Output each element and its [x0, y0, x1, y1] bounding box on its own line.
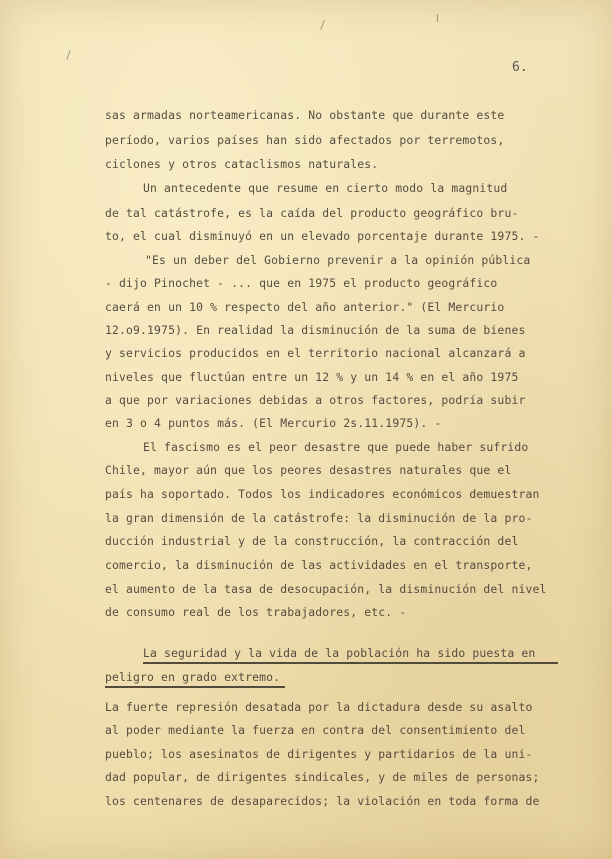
text-line: país ha soportado. Todos los indicadores económicos demuestran — [105, 487, 540, 501]
text-line: caerá en un 10 % respecto del año anterior." (El Mercurio — [105, 300, 505, 314]
paper-mark — [66, 50, 70, 60]
text-line: La fuerte represión desatada por la dictadura desde su asalto — [105, 700, 533, 714]
text-line: la gran dimensión de la catástrofe: la disminución de la pro- — [105, 511, 533, 525]
text-line: Un antecedente que resume en cierto modo la magnitud — [143, 181, 508, 195]
text-line: de tal catástrofe, es la caída del producto geográfico bru- — [105, 206, 519, 220]
text-line: de consumo real de los trabajadores, etc. - — [105, 605, 407, 619]
heading-underline — [105, 686, 285, 688]
text-line: - dijo Pinochet - ... que en 1975 el producto geográfico — [105, 276, 498, 290]
text-line: los centenares de desaparecidos; la violación en toda forma de — [105, 794, 540, 808]
text-line: ciclones y otros cataclismos naturales. — [105, 157, 379, 171]
paper-mark — [437, 14, 438, 22]
text-line: y servicios producidos en el territorio nacional alcanzará a — [105, 346, 526, 360]
text-line: to, el cual disminuyó en un elevado porcentaje durante 1975. - — [105, 229, 540, 243]
text-line: 12.o9.1975). En realidad la disminución de la suma de bienes — [105, 323, 526, 337]
paper-mark — [320, 20, 324, 30]
text-line: Chile, mayor aún que los peores desastres naturales que el — [105, 463, 512, 477]
text-line: el aumento de la tasa de desocupación, la disminución del nivel — [105, 582, 547, 596]
text-line: ducción industrial y de la construcción, la contracción del — [105, 534, 519, 548]
text-line: comercio, la disminución de las actividades en el transporte, — [105, 558, 533, 572]
text-line: El fascismo es el peor desastre que puede haber sufrido — [143, 440, 529, 454]
text-line: sas armadas norteamericanas. No obstante que durante este — [105, 108, 505, 122]
section-heading: peligro en grado extremo. — [105, 670, 281, 684]
text-line: dad popular, de dirigentes sindicales, y de miles de personas; — [105, 770, 540, 784]
text-line: pueblo; los asesinatos de dirigentes y partidarios de la uni- — [105, 747, 533, 761]
section-heading: La seguridad y la vida de la población ha sido puesta en — [143, 646, 536, 660]
text-line: niveles que fluctúan entre un 12 % y un 14 % en el año 1975 — [105, 370, 519, 384]
text-line: al poder mediante la fuerza en contra del consentimiento del — [105, 723, 526, 737]
text-line: a que por variaciones debidas a otros factores, podría subir — [105, 393, 526, 407]
text-line: período, varios países han sido afectados por terremotos, — [105, 133, 505, 147]
heading-underline — [143, 662, 558, 664]
page-number: 6. — [512, 60, 528, 75]
text-line: "Es un deber del Gobierno prevenir a la opinión pública — [145, 253, 531, 267]
text-line: en 3 o 4 puntos más. (El Mercurio 2s.11.1975). - — [105, 416, 442, 430]
